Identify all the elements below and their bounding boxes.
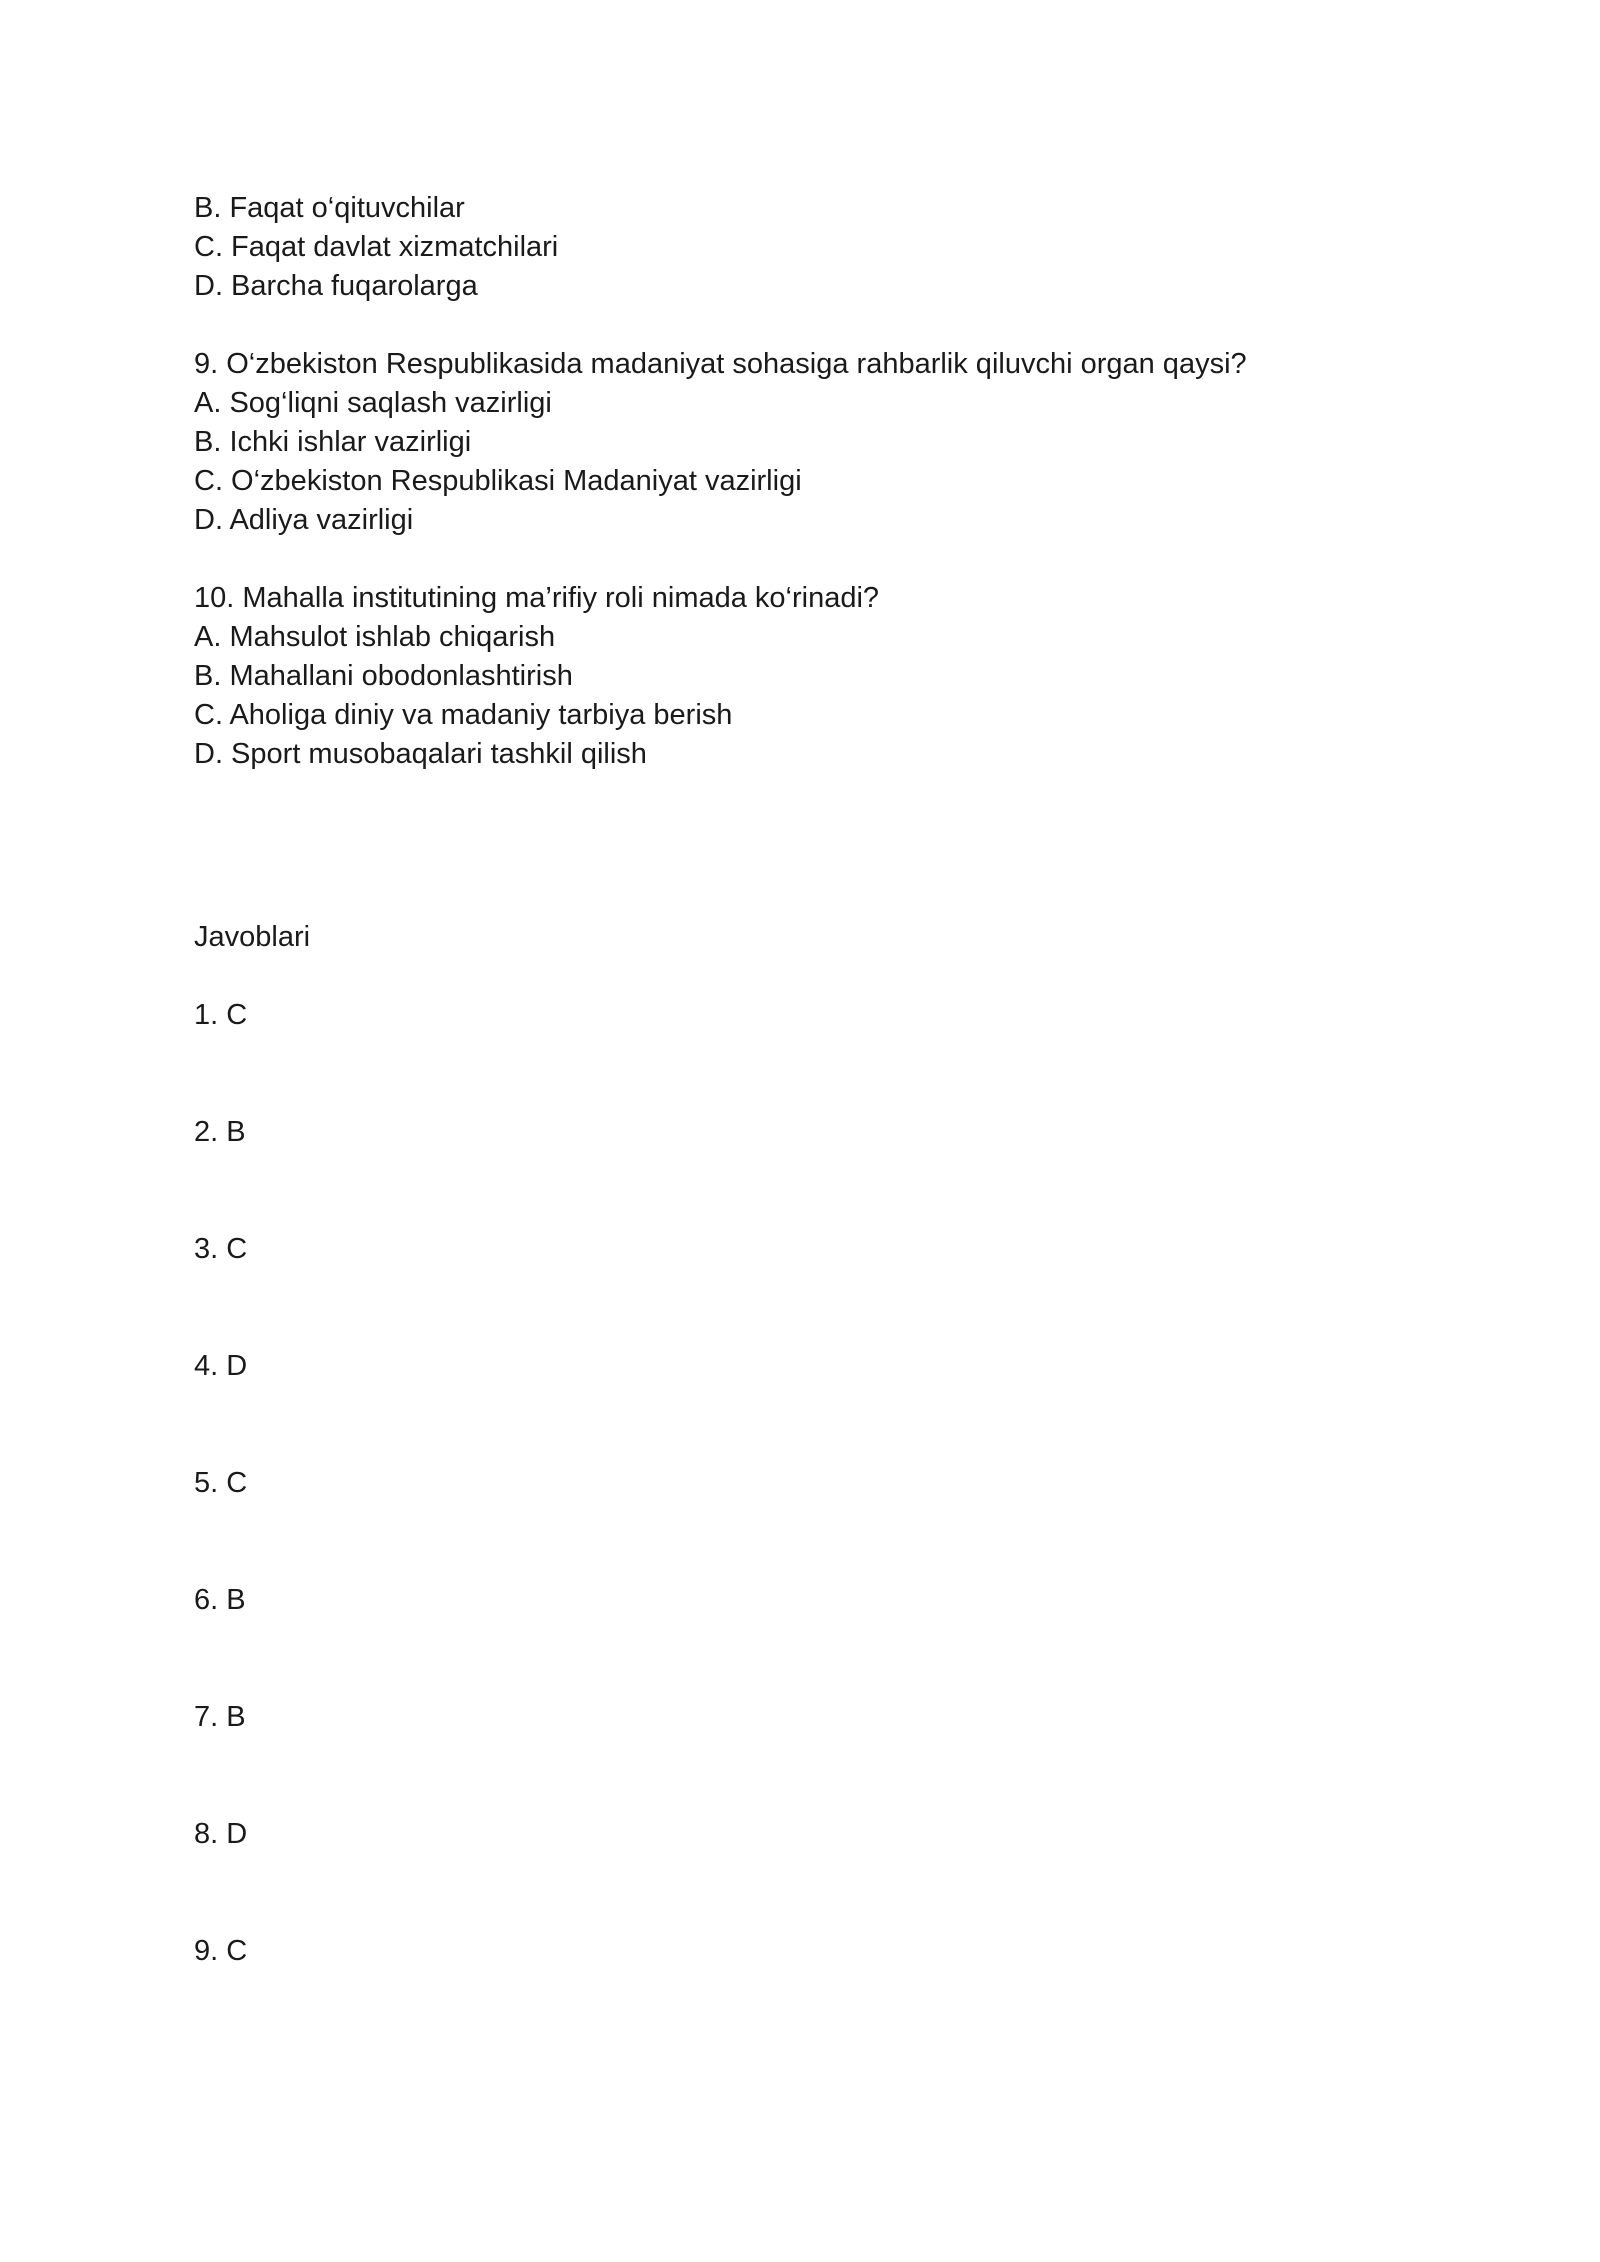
answers-heading: Javoblari — [194, 921, 311, 953]
question-9-option-b: B. Ichki ishlar vazirligi — [194, 426, 472, 458]
question-8-option-d: D. Barcha fuqarolarga — [194, 270, 478, 302]
question-9-option-d: D. Adliya vazirligi — [194, 504, 414, 536]
answer-item: 7. B — [194, 1701, 246, 1733]
question-10-option-b: B. Mahallani obodonlashtirish — [194, 660, 573, 692]
answer-item: 9. C — [194, 1935, 248, 1967]
question-9 — [194, 345, 1414, 540]
answer-item: 1. C — [194, 999, 248, 1031]
question-8-option-b: B. Faqat o‘qituvchilar — [194, 192, 465, 224]
question-9-text: 9. O‘zbekiston Respublikasida madaniyat sohasiga rahbarlik qiluvchi organ qaysi? — [194, 348, 1247, 380]
question-10 — [194, 579, 1414, 774]
answer-item: 5. C — [194, 1467, 248, 1499]
answer-item: 4. D — [194, 1350, 248, 1382]
question-10-option-d: D. Sport musobaqalari tashkil qilish — [194, 738, 647, 770]
question-9-option-c: C. O‘zbekiston Respublikasi Madaniyat vazirligi — [194, 465, 802, 497]
answer-item: 8. D — [194, 1818, 248, 1850]
question-8-option-c: C. Faqat davlat xizmatchilari — [194, 231, 559, 263]
spacer — [194, 540, 1414, 579]
answer-item: 2. B — [194, 1116, 246, 1148]
answer-item: 6. B — [194, 1584, 246, 1616]
answer-item: 3. C — [194, 1233, 248, 1265]
spacer — [194, 306, 1414, 345]
answers-section — [194, 918, 1414, 1971]
document-content — [194, 189, 1414, 2049]
question-10-option-c: C. Aholiga diniy va madaniy tarbiya berish — [194, 699, 733, 731]
question-10-option-a: A. Mahsulot ishlab chiqarish — [194, 621, 556, 653]
answers-list — [194, 996, 1414, 1971]
question-8-options — [194, 189, 1414, 306]
question-9-option-a: A. Sog‘liqni saqlash vazirligi — [194, 387, 552, 419]
question-10-text: 10. Mahalla institutining ma’rifiy roli nimada ko‘rinadi? — [194, 582, 880, 614]
